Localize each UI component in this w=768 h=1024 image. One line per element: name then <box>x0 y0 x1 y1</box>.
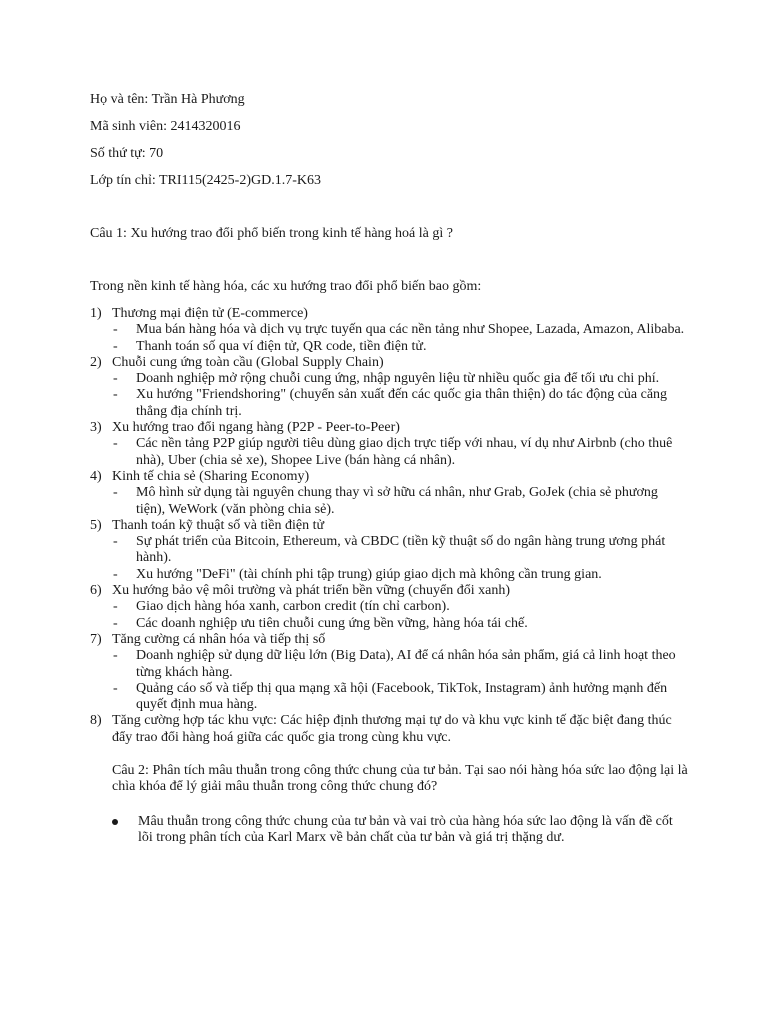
sub-list-text: Quảng cáo số và tiếp thị qua mạng xã hội (Facebook, TikTok, Instagram) ảnh hưởng mạnh đến quyết định mua hàng. <box>136 680 668 713</box>
list-item <box>90 420 690 469</box>
dash-bullet: - <box>113 566 118 582</box>
list-number: 5) <box>90 517 102 533</box>
sub-list-item <box>112 599 690 615</box>
dash-bullet: - <box>113 322 118 338</box>
list-item <box>90 469 690 518</box>
question-2: Câu 2: Phân tích mâu thuẫn trong công thức chung của tư bản. Tại sao nói hàng hóa sức lao động lại là chìa khóa để lý giải mâu thuẫn trong công thức chung đó? <box>112 763 688 795</box>
class-code: Lớp tín chỉ: TRI115(2425-2)GD.1.7-K63 <box>90 173 321 188</box>
sub-list <box>112 371 690 420</box>
dash-bullet: - <box>113 387 118 403</box>
list-item-title: Chuỗi cung ứng toàn cầu (Global Supply Chain) <box>112 354 384 370</box>
dash-bullet: - <box>113 615 118 631</box>
intro-paragraph: Trong nền kinh tế hàng hóa, các xu hướng trao đổi phổ biến bao gồm: <box>90 279 482 294</box>
list-number: 7) <box>90 631 102 647</box>
dash-bullet: - <box>113 485 118 501</box>
order-number: Số thứ tự: 70 <box>90 146 164 161</box>
sub-list-item <box>112 387 690 420</box>
sub-list <box>112 648 690 713</box>
sub-list-text: Doanh nghiệp mở rộng chuỗi cung ứng, nhập nguyên liệu từ nhiều quốc gia để tối ưu chi phí. <box>136 371 660 387</box>
sub-list-item <box>112 567 690 583</box>
sub-list-text: Mô hình sử dụng tài nguyên chung thay vì sở hữu cá nhân, như Grab, GoJek (chia sẻ phương tiện), WeWork (văn phòng chia sẻ). <box>136 485 658 517</box>
sub-list-text: Giao dịch hàng hóa xanh, carbon credit (tín chỉ carbon). <box>136 599 450 615</box>
dash-bullet: - <box>113 338 118 354</box>
dash-bullet: - <box>113 680 118 696</box>
list-item <box>90 306 690 355</box>
list-item-title: Tăng cường hợp tác khu vực: Các hiệp định thương mại tự do và khu vực kinh tế đặc biệt đang thúc đẩy trao đổi hàng hoá giữa các quốc gia trong cùng khu vực. <box>112 713 672 745</box>
student-id: Mã sinh viên: 2414320016 <box>90 119 241 134</box>
list-item-title: Thương mại điện tử (E-commerce) <box>112 306 308 321</box>
list-item <box>90 355 690 420</box>
list-item-title: Kinh tế chia sẻ (Sharing Economy) <box>112 468 310 484</box>
list-number: 4) <box>90 468 102 484</box>
dash-bullet: - <box>113 599 118 615</box>
list-item <box>90 518 690 583</box>
list-item <box>90 583 690 632</box>
sub-list-text: Xu hướng "DeFi" (tài chính phi tập trung) giúp giao dịch mà không cần trung gian. <box>136 566 602 582</box>
sub-list-text: Các doanh nghiệp ưu tiên chuỗi cung ứng bền vững, hàng hóa tái chế. <box>136 615 528 631</box>
sub-list-item <box>112 436 690 469</box>
sub-list-text: Thanh toán số qua ví điện tử, QR code, tiền điện tử. <box>136 338 427 354</box>
list-item-title: Thanh toán kỹ thuật số và tiền điện tử <box>112 517 325 533</box>
sub-list-item <box>112 616 690 632</box>
dash-bullet: - <box>113 371 118 387</box>
answer-bullet-item <box>112 814 690 847</box>
list-item-title: Tăng cường cá nhân hóa và tiếp thị số <box>112 631 326 647</box>
sub-list <box>112 436 690 469</box>
sub-list-item <box>112 339 690 355</box>
dash-bullet: - <box>113 648 118 664</box>
sub-list-item <box>112 681 690 714</box>
trend-list <box>90 306 690 746</box>
list-item <box>90 632 690 713</box>
sub-list-item <box>112 534 690 567</box>
sub-list-text: Sự phát triển của Bitcoin, Ethereum, và CBDC (tiền kỹ thuật số do ngân hàng trung ương phát hành). <box>136 534 666 566</box>
list-number: 1) <box>90 306 102 321</box>
sub-list-item <box>112 371 690 387</box>
sub-list-item <box>112 648 690 681</box>
list-number: 8) <box>90 713 102 729</box>
list-item-title: Xu hướng trao đổi ngang hàng (P2P - Peer-to-Peer) <box>112 420 400 436</box>
sub-list-text: Xu hướng "Friendshoring" (chuyển sản xuất đến các quốc gia thân thiện) do tác động của căng thẳng địa chính trị. <box>136 387 668 419</box>
sub-list <box>112 485 690 518</box>
dash-bullet: - <box>113 534 118 550</box>
list-number: 2) <box>90 354 102 370</box>
list-number: 6) <box>90 583 102 599</box>
list-item-title: Xu hướng bảo vệ môi trường và phát triển bền vững (chuyển đổi xanh) <box>112 583 510 599</box>
sub-list-text: Doanh nghiệp sử dụng dữ liệu lớn (Big Data), AI để cá nhân hóa sản phẩm, giá cả linh hoạt theo từng khách hàng. <box>136 648 676 680</box>
sub-list-text: Mua bán hàng hóa và dịch vụ trực tuyến qua các nền tảng như Shopee, Lazada, Amazon, Alibaba. <box>136 322 685 338</box>
sub-list <box>112 599 690 632</box>
sub-list-item <box>112 322 690 338</box>
student-name: Họ và tên: Trần Hà Phương <box>90 92 245 107</box>
list-number: 3) <box>90 420 102 436</box>
document-page <box>90 90 690 846</box>
sub-list-text: Các nền tảng P2P giúp người tiêu dùng giao dịch trực tiếp với nhau, ví dụ như Airbnb (cho thuê nhà), Uber (chia sẻ xe), Shopee Live (bán hàng cá nhân). <box>136 436 673 468</box>
dash-bullet: - <box>113 436 118 452</box>
answer-text: Mâu thuẫn trong công thức chung của tư bản và vai trò của hàng hóa sức lao động là vấn đề cốt lõi trong phân tích của Karl Marx về bản chất của tư bản và giá trị thặng dư. <box>138 813 673 845</box>
bullet-icon <box>112 819 118 825</box>
sub-list <box>112 322 690 355</box>
question-1: Câu 1: Xu hướng trao đổi phổ biến trong kinh tế hàng hoá là gì ? <box>90 226 453 241</box>
list-item <box>90 713 690 746</box>
sub-list <box>112 534 690 583</box>
sub-list-item <box>112 485 690 518</box>
